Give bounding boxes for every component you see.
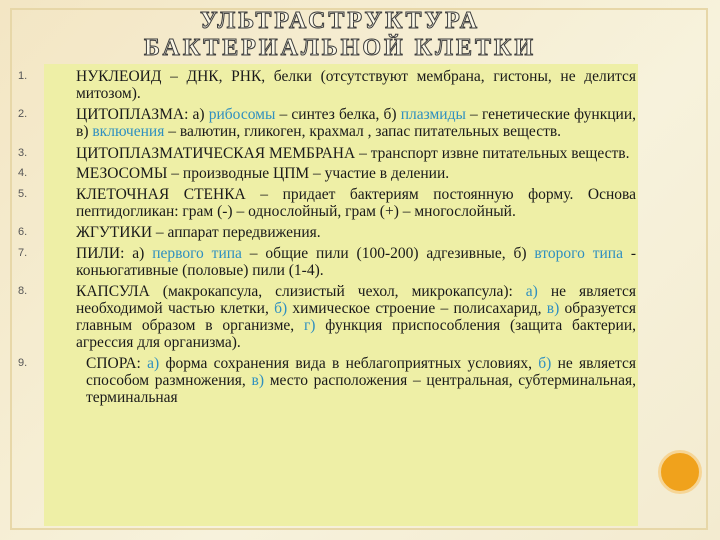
item-number: 6. — [18, 226, 28, 238]
item-highlight: рибосомы — [208, 106, 276, 123]
item-term: МЕЗОСОМЫ — [76, 165, 168, 182]
list-item — [18, 283, 636, 351]
item-highlight: г) — [303, 317, 316, 334]
item-text: функция приспособления (защита бактерии, агрессия для организма). — [76, 317, 636, 351]
list-item — [18, 186, 636, 220]
item-highlight: в) — [251, 372, 264, 389]
item-term: ПИЛИ: — [76, 245, 125, 262]
item-highlight: а) — [525, 283, 538, 300]
item-number: 4. — [18, 167, 28, 179]
item-text: – синтез белка, б) — [275, 106, 401, 123]
item-highlight: второго типа — [534, 245, 623, 262]
item-term: НУКЛЕОИД — [76, 68, 162, 85]
list-item — [18, 224, 636, 241]
item-text: – ДНК, РНК, белки (отсутствуют мембрана, гистоны, не делится митозом). — [76, 68, 636, 102]
item-text: - коньюгативные (половые) пили (1-4). — [76, 245, 637, 279]
list-item — [18, 145, 636, 162]
item-text: а) — [124, 245, 153, 262]
slide-title — [40, 8, 640, 62]
item-text: – аппарат передвижения. — [152, 224, 321, 241]
item-highlight: б) — [274, 300, 288, 317]
list-item — [18, 245, 636, 279]
item-text: форма сохранения вида в неблагоприятных условиях, — [159, 355, 539, 372]
item-highlight: включения — [92, 123, 165, 140]
decorative-circle — [658, 450, 702, 494]
title-line-1: УЛЬТРАСТРУКТУРА — [199, 8, 481, 34]
item-text: (макрокапсула, слизистый чехол, микрокапсула): — [149, 283, 526, 300]
item-term: ЦИТОПЛАЗМАТИЧЕСКАЯ МЕМБРАНА — [76, 145, 356, 162]
item-highlight: а) — [147, 355, 160, 372]
item-text: образуется главным образом в организме, — [76, 300, 636, 334]
structure-list — [18, 68, 636, 406]
item-number: 9. — [18, 357, 28, 369]
item-term: КАПСУЛА — [76, 283, 150, 300]
item-number: 2. — [18, 108, 28, 120]
item-text: место расположения – центральная, субтерминальная, терминальная — [86, 372, 636, 406]
list-item — [18, 106, 636, 140]
item-text: – транспорт извне питательных веществ. — [355, 145, 630, 162]
item-term: КЛЕТОЧНАЯ СТЕНКА — [76, 186, 246, 203]
item-highlight: в) — [546, 300, 560, 317]
item-term: СПОРА: — [86, 355, 141, 372]
item-number: 7. — [18, 247, 28, 259]
item-term: ЦИТОПЛАЗМА: — [76, 106, 189, 123]
list-item — [18, 355, 636, 406]
item-text: – производные ЦПМ – участие в делении. — [167, 165, 450, 182]
item-text: не является способом размножения, — [86, 355, 637, 389]
item-text: – общие пили (100-200) адгезивные, б) — [241, 245, 535, 262]
item-term: ЖГУТИКИ — [76, 224, 153, 241]
item-text: не является необходимой частью клетки, — [76, 283, 636, 317]
list-item — [18, 165, 636, 182]
item-highlight: плазмиды — [400, 106, 466, 123]
item-number: 1. — [18, 70, 28, 82]
item-text: химическое строение – полисахарид, — [287, 300, 547, 317]
item-number: 5. — [18, 188, 28, 200]
item-text: – валютин, гликоген, крахмал , запас питательных веществ. — [164, 123, 562, 140]
list-item — [18, 68, 636, 102]
item-text: а) — [188, 106, 209, 123]
item-text: – придает бактериям постоянную форму. Основа пептидогликан: грам (-) – однослойный, грам (+) – многослойный. — [76, 186, 636, 220]
item-number: 3. — [18, 147, 28, 159]
title-line-2: БАКТЕРИАЛЬНОЙ КЛЕТКИ — [143, 35, 537, 61]
item-number: 8. — [18, 285, 28, 297]
item-highlight: первого типа — [152, 245, 242, 262]
item-highlight: б) — [538, 355, 552, 372]
item-text: – генетические функции, в) — [76, 106, 637, 140]
